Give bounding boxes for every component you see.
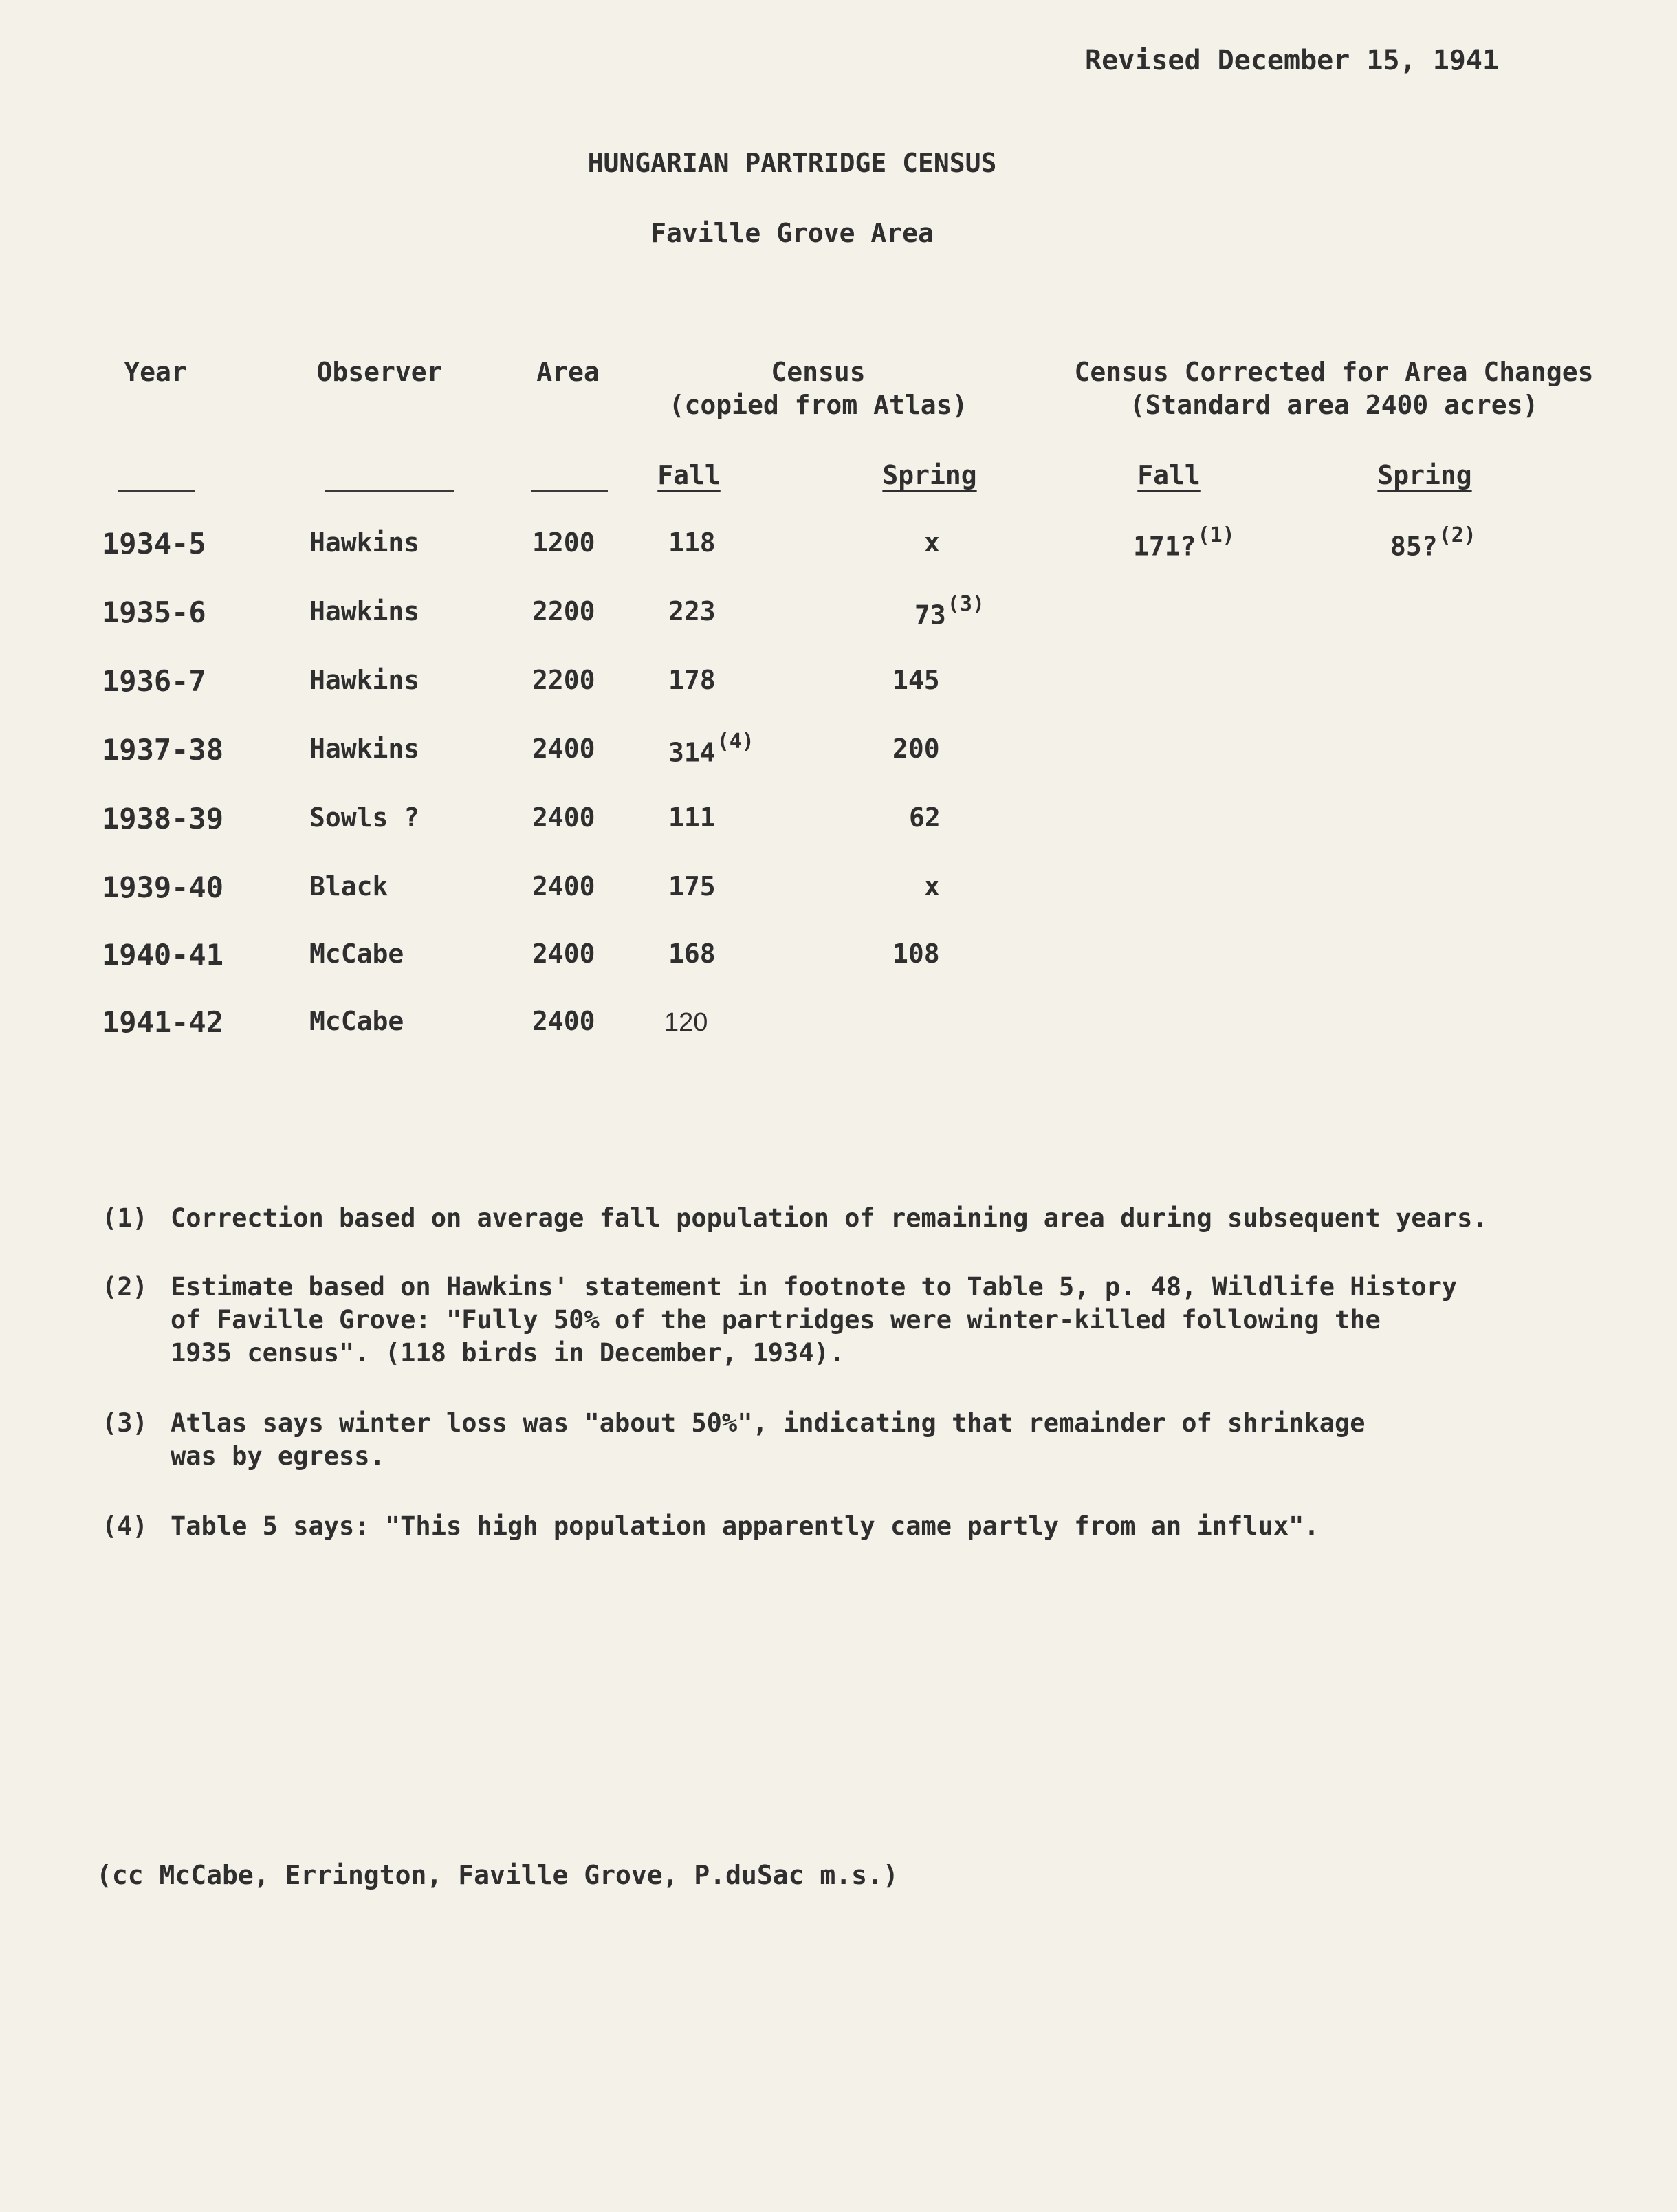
row-fall: 314$^{(4)}$: [668, 730, 754, 768]
footnote-ref: (1): [1197, 523, 1235, 547]
row-fall: 168: [668, 939, 716, 969]
row-area: 2400: [532, 871, 595, 901]
row-observer: McCabe: [309, 939, 404, 969]
row-area: 2200: [532, 596, 595, 626]
row-corrected-fall: 171?$^{(1)}$: [1133, 523, 1235, 562]
row-year: 1935-6: [102, 595, 206, 629]
footnote-number: (1): [102, 1203, 148, 1233]
row-observer: Hawkins: [309, 596, 420, 626]
row-spring: 200: [892, 734, 940, 764]
footnote-number: (2): [102, 1272, 148, 1302]
row-area: 2200: [532, 665, 595, 695]
footnote-4: [102, 1510, 1635, 1543]
row-fall: 120: [664, 1008, 708, 1037]
row-fall: 111: [668, 802, 716, 833]
footnote-1: [102, 1202, 1635, 1235]
header-spring: Spring: [882, 460, 977, 490]
row-year: 1938-39: [102, 802, 224, 835]
row-observer: McCabe: [309, 1006, 404, 1036]
revision-date: Revised December 15, 1941: [1085, 45, 1500, 76]
footnote-text: Estimate based on Hawkins' statement in footnote to Table 5, p. 48, Wildlife History of Faville Grove: "Fully 50% of the partridges were winter-killed following the 1935 census". (118 birds in December, 1934).: [171, 1272, 1458, 1368]
header-area: Area: [536, 357, 600, 387]
observer-rule: [325, 490, 454, 492]
footnote-text: Atlas says winter loss was "about 50%", indicating that remainder of shrinkage was by egress.: [171, 1408, 1366, 1471]
row-observer: Sowls ?: [309, 802, 420, 833]
row-observer: Hawkins: [309, 527, 420, 558]
row-spring: 145: [892, 665, 940, 695]
header-corrected: Census Corrected for Area Changes: [1074, 357, 1594, 387]
row-fall: 175: [668, 871, 716, 901]
row-fall: 178: [668, 665, 716, 695]
footnote-text: Correction based on average fall population of remaining area during subsequent years.: [171, 1203, 1488, 1233]
footnote-text: Table 5 says: "This high population apparently came partly from an influx".: [171, 1511, 1319, 1541]
footnote-ref: (2): [1438, 523, 1476, 547]
row-area: 2400: [532, 802, 595, 833]
row-spring: 108: [892, 939, 940, 969]
row-corrected-spring: 85?$^{(2)}$: [1390, 523, 1476, 562]
header-corrected-spring: Spring: [1377, 460, 1472, 490]
row-year: 1939-40: [102, 870, 224, 904]
year-rule: [118, 490, 195, 492]
header-corrected-fall: Fall: [1137, 460, 1201, 490]
row-observer: Hawkins: [309, 665, 420, 695]
row-area: 2400: [532, 1006, 595, 1036]
row-area: 2400: [532, 734, 595, 764]
header-year: Year: [124, 357, 187, 387]
row-spring: 62: [909, 802, 941, 833]
row-year: 1941-42: [102, 1005, 224, 1039]
footnote-number: (4): [102, 1511, 148, 1541]
row-observer: Black: [309, 871, 388, 901]
header-observer: Observer: [316, 357, 443, 387]
row-area: 1200: [532, 527, 595, 558]
header-fall: Fall: [657, 460, 721, 490]
footnote-2: [102, 1271, 1635, 1370]
header-census-source: (copied from Atlas): [668, 390, 968, 420]
row-spring: x: [924, 871, 940, 901]
cc-line: (cc McCabe, Errington, Faville Grove, P.duSac m.s.): [96, 1860, 899, 1890]
header-corrected-standard: (Standard area 2400 acres): [1129, 390, 1539, 420]
row-fall: 223: [668, 596, 716, 626]
row-year: 1937-38: [102, 733, 224, 767]
area-rule: [531, 490, 608, 492]
footnote-number: (3): [102, 1408, 148, 1438]
row-observer: Hawkins: [309, 734, 420, 764]
row-year: 1934-5: [102, 527, 206, 560]
footnote-ref: (4): [716, 730, 754, 754]
row-year: 1940-41: [102, 938, 224, 972]
footnote-ref: (3): [947, 592, 985, 616]
row-year: 1936-7: [102, 664, 206, 698]
row-spring: x: [924, 527, 940, 558]
row-fall: 118: [668, 527, 716, 558]
document-subtitle: Faville Grove Area: [650, 218, 934, 248]
row-spring: 73$^{(3)}$: [914, 592, 985, 631]
header-census: Census: [771, 357, 866, 387]
document-title: HUNGARIAN PARTRIDGE CENSUS: [587, 148, 997, 178]
footnote-3: [102, 1407, 1635, 1473]
row-area: 2400: [532, 939, 595, 969]
